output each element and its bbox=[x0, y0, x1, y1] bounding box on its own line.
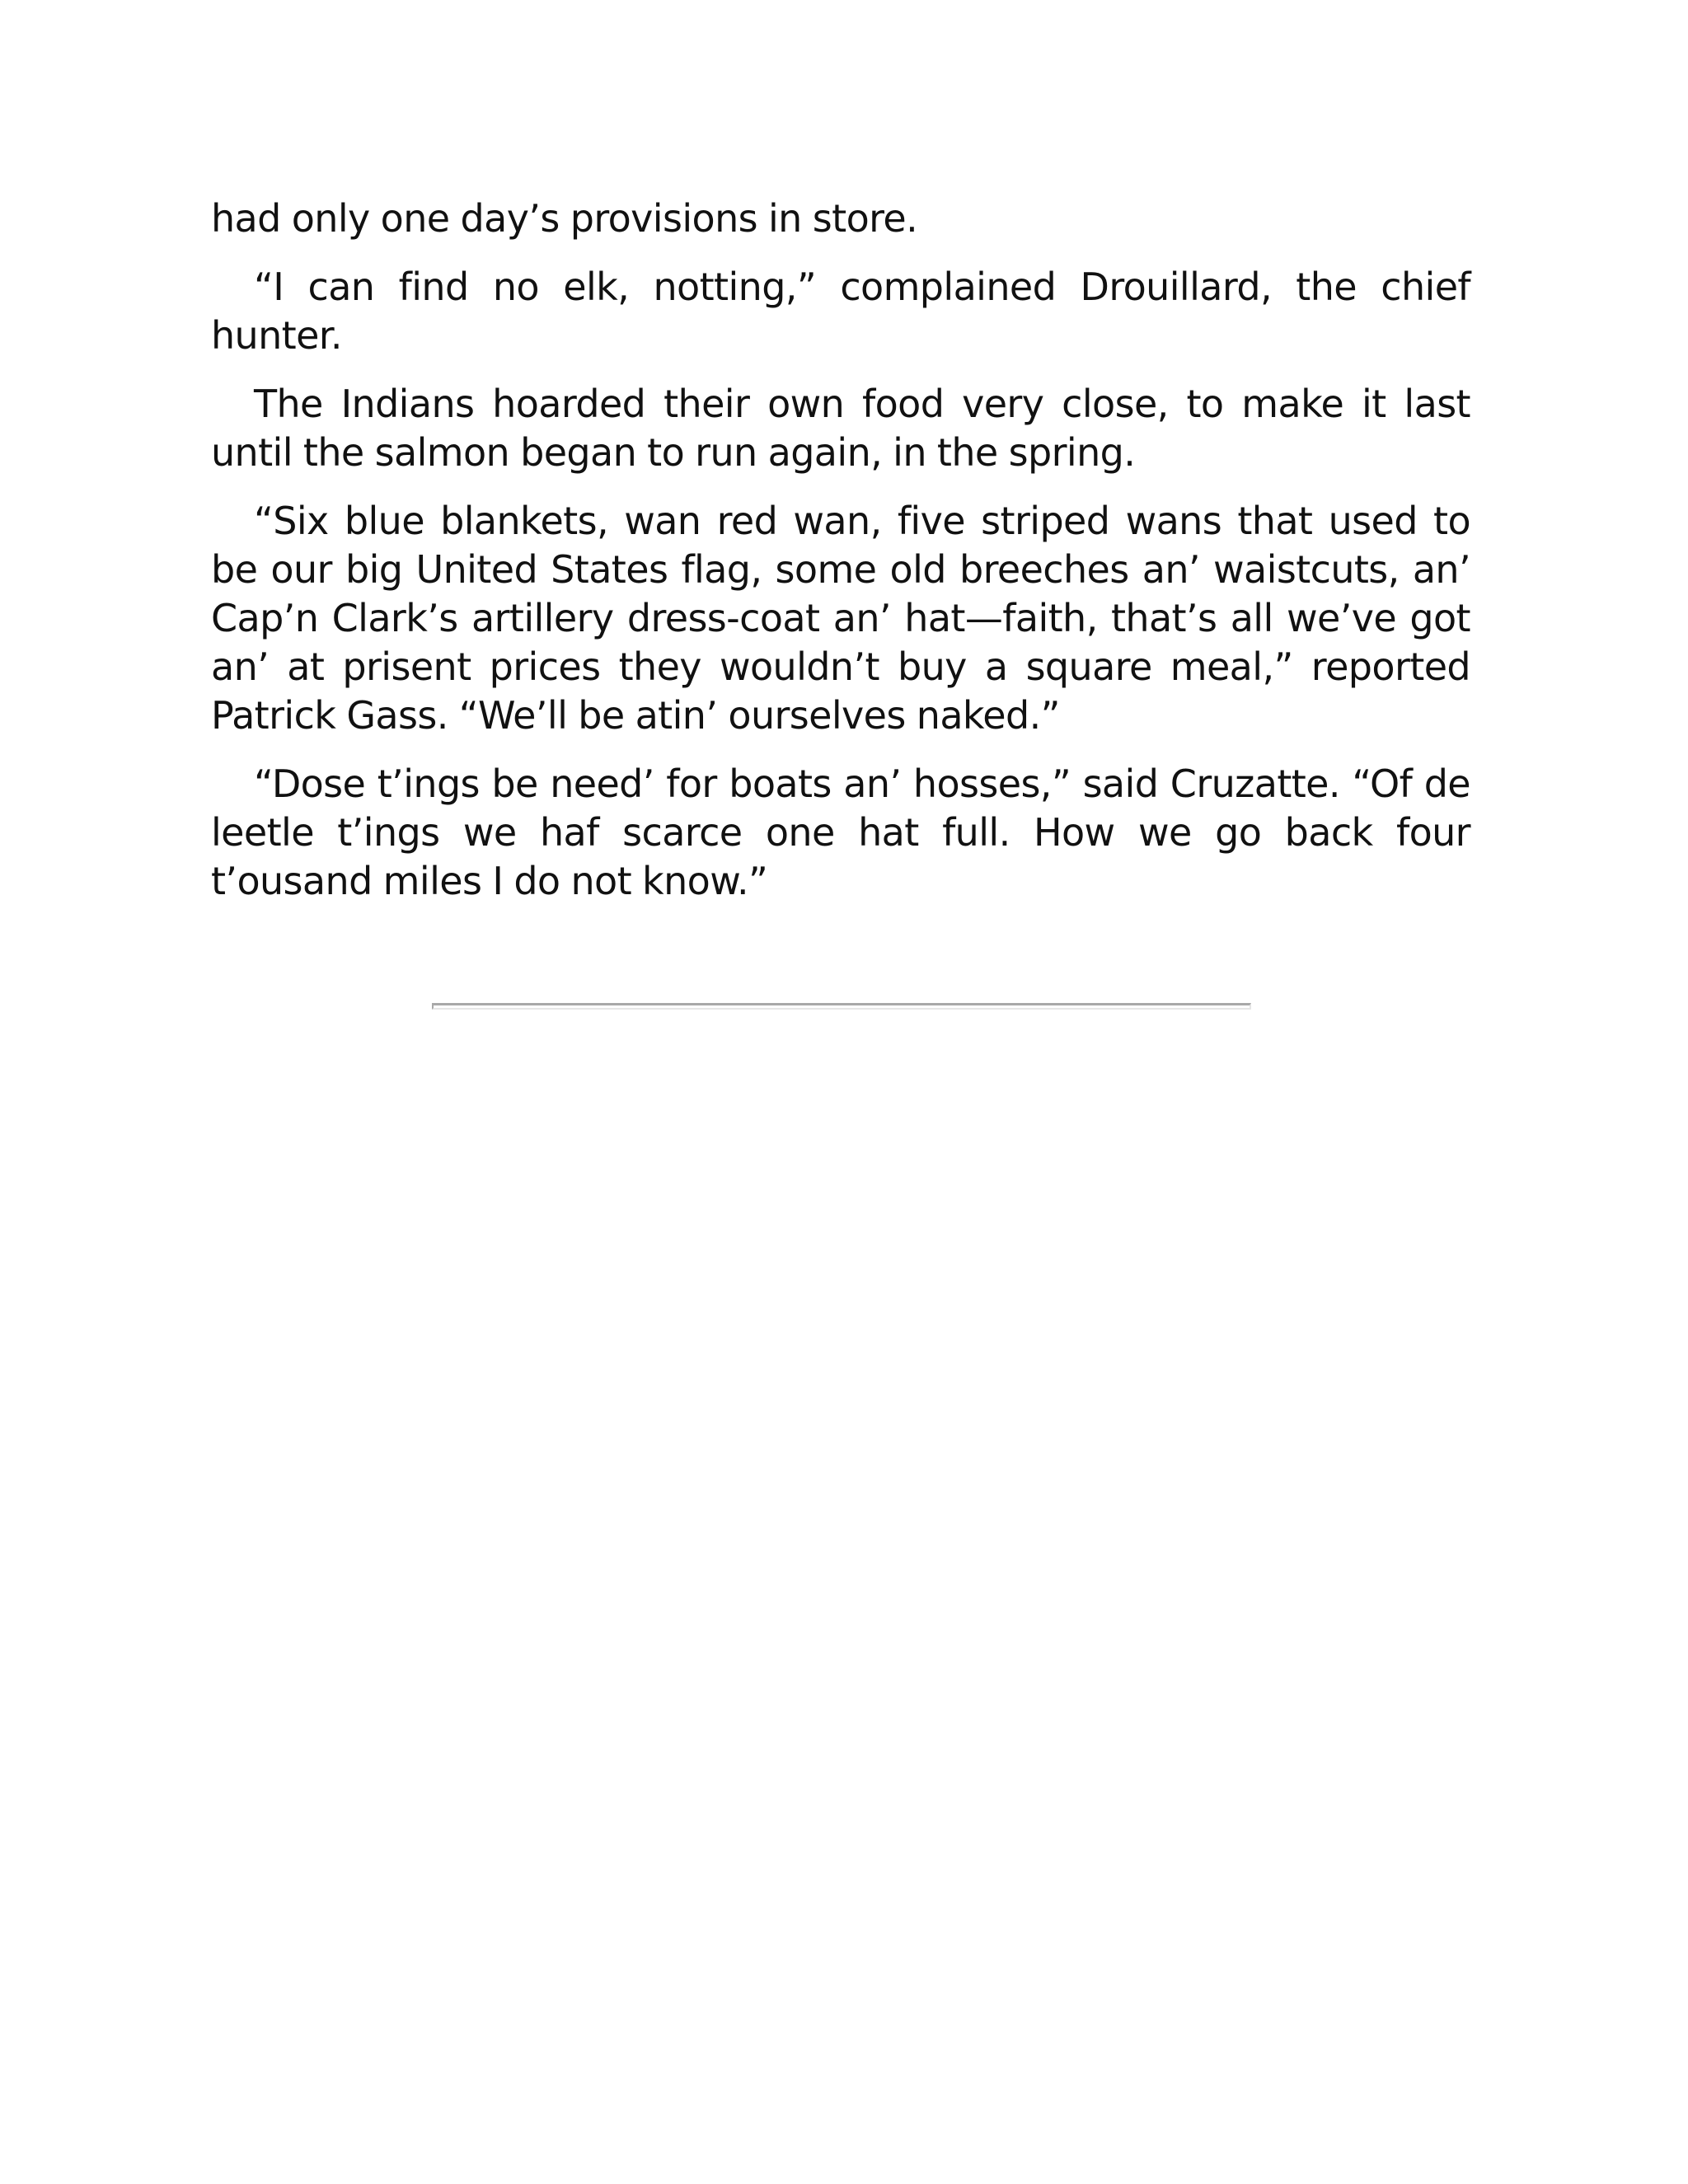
body-text bbox=[211, 194, 1470, 926]
paragraph-cruzatte: “Dose t’ings be need’ for boats an’ hosses,” said Cruzatte. “Of de leetle t’ings we haf scarce one hat full. How we go back four t’ousand miles I do not know.” bbox=[211, 762, 1470, 903]
horizontal-rule bbox=[432, 1003, 1251, 1010]
paragraph-indians: The Indians hoarded their own food very close, to make it last until the salmon began to run again, in the spring. bbox=[211, 382, 1470, 475]
paragraph-patrick-gass: “Six blue blankets, wan red wan, five striped wans that used to be our big United States flag, some old breeches an’ waistcuts, an’ Cap’n Clark’s artillery dress-coat an’ hat—faith, that’s all we’ve got an’ at prisent prices they wouldn’t buy a square meal,” reported Patrick Gass. “We’ll be atin’ ourselves naked.” bbox=[211, 499, 1470, 738]
paragraph-drouillard: “I can find no elk, notting,” complained Drouillard, the chief hunter. bbox=[211, 265, 1470, 358]
paragraph-continuation: had only one day’s provisions in store. bbox=[211, 196, 918, 241]
